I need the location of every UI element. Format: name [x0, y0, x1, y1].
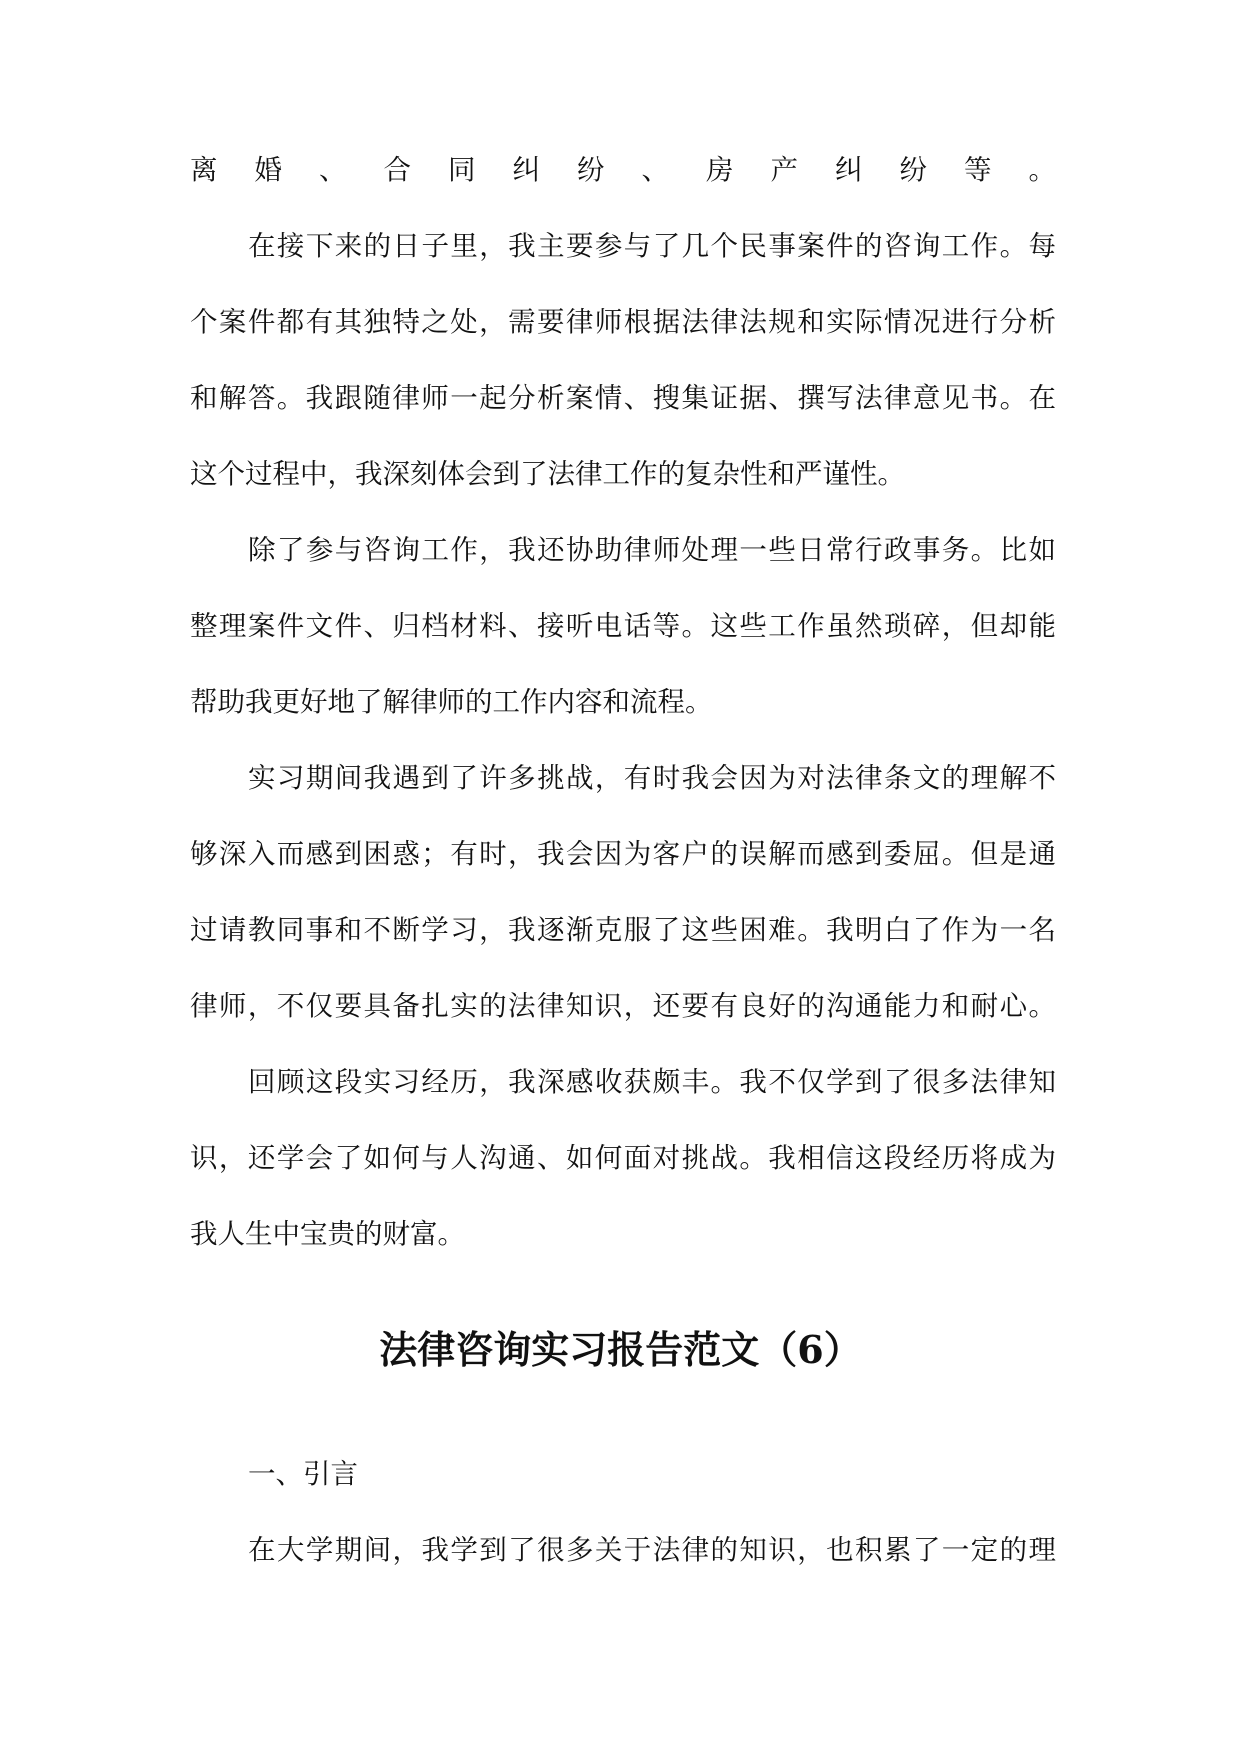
text-line: 个案件都有其独特之处，需要律师根据法律法规和实际情况进行分析 — [190, 306, 1056, 338]
paragraph — [190, 1436, 1056, 1512]
text-line: 在大学期间，我学到了很多关于法律的知识，也积累了一定的理 — [248, 1534, 1056, 1566]
paragraph — [190, 132, 1056, 208]
text-line: 够深入而感到困惑；有时，我会因为客户的误解而感到委屈。但是通 — [190, 838, 1056, 870]
text-line: 过请教同事和不断学习，我逐渐克服了这些困难。我明白了作为一名 — [190, 914, 1056, 946]
paragraph — [190, 512, 1056, 740]
text-line: 帮助我更好地了解律师的工作内容和流程。 — [190, 686, 713, 718]
body-text-before-heading — [190, 132, 1056, 1272]
text-line: 实习期间我遇到了许多挑战，有时我会因为对法律条文的理解不 — [248, 762, 1056, 794]
text-line: 回顾这段实习经历，我深感收获颇丰。我不仅学到了很多法律知 — [248, 1066, 1056, 1098]
text-line: 在接下来的日子里，我主要参与了几个民事案件的咨询工作。每 — [248, 230, 1056, 262]
text-line: 这个过程中，我深刻体会到了法律工作的复杂性和严谨性。 — [190, 458, 905, 490]
paragraph — [190, 1512, 1056, 1588]
text-line: 除了参与咨询工作，我还协助律师处理一些日常行政事务。比如 — [248, 534, 1056, 566]
body-text-after-heading — [190, 1436, 1056, 1588]
text-line: 识，还学会了如何与人沟通、如何面对挑战。我相信这段经历将成为 — [190, 1142, 1056, 1174]
paragraph — [190, 1044, 1056, 1272]
text-line: 律师，不仅要具备扎实的法律知识，还要有良好的沟通能力和耐心。 — [190, 990, 1056, 1022]
paragraph — [190, 208, 1056, 512]
paragraph — [190, 740, 1056, 1044]
section-heading: 法律咨询实习报告范文（6） — [379, 1327, 862, 1372]
subsection-title: 一、引言 — [248, 1458, 358, 1490]
text-line: 整理案件文件、归档材料、接听电话等。这些工作虽然琐碎，但却能 — [190, 610, 1056, 642]
text-line: 离婚、合同纠纷、房产纠纷等。 — [190, 154, 1056, 186]
text-line: 我人生中宝贵的财富。 — [190, 1218, 465, 1250]
text-line: 和解答。我跟随律师一起分析案情、搜集证据、撰写法律意见书。在 — [190, 382, 1056, 414]
